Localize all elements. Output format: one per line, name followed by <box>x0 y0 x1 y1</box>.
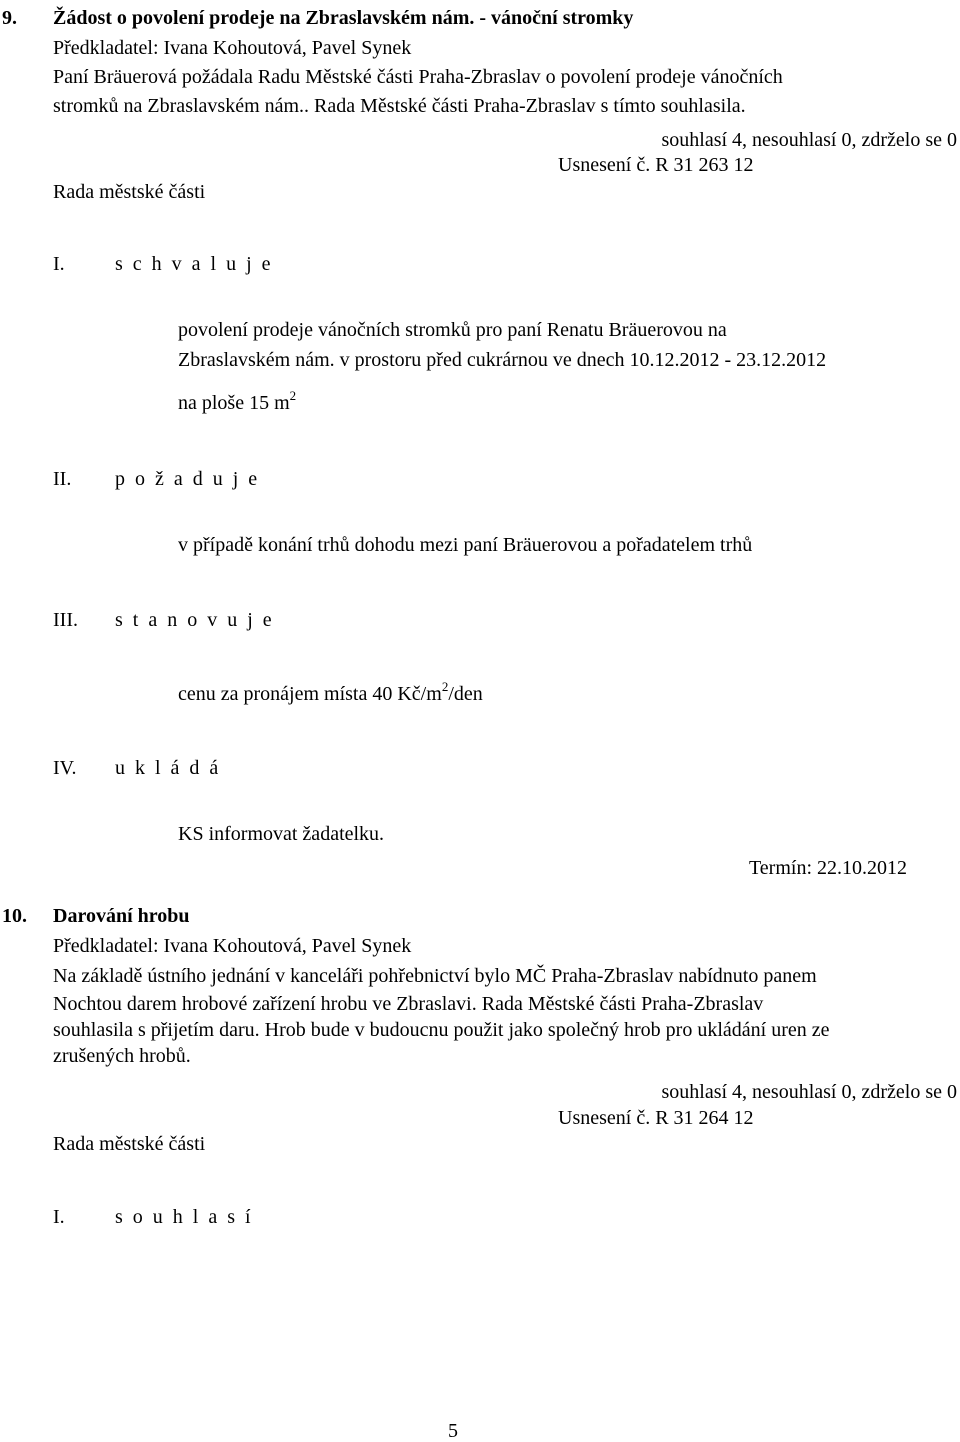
description-line: Na základě ústního jednání v kanceláři pohřebnictví bylo MČ Praha-Zbraslav nabídnuto panem <box>53 965 817 987</box>
deadline: Termín: 22.10.2012 <box>748 857 907 879</box>
section-number: IV. <box>53 757 77 779</box>
resolution-number: Usnesení č. R 31 264 12 <box>558 1107 754 1129</box>
section-number: I. <box>53 253 65 275</box>
description-line: zrušených hrobů. <box>53 1045 191 1067</box>
section-verb: u k l á d á <box>115 757 221 779</box>
item-title: Žádost o povolení prodeje na Zbraslavském nám. - vánoční stromky <box>53 7 634 29</box>
section-verb: s c h v a l u j e <box>115 253 274 275</box>
section-text: cenu za pronájem místa 40 $Kč/m^2$/den <box>178 679 483 705</box>
section-text: Zbraslavském nám. v prostoru před cukrárnou ve dnech 10.12.2012 - 23.12.2012 <box>178 349 827 371</box>
description-line: Nochtou darem hrobové zařízení hrobu ve Zbraslavi. Rada Městské části Praha-Zbraslav <box>53 993 764 1015</box>
section-verb: s t a n o v u j e <box>115 609 275 631</box>
description-line: stromků na Zbraslavském nám.. Rada Městské části Praha-Zbraslav s tímto souhlasila. <box>53 95 746 117</box>
section-number: II. <box>53 468 72 490</box>
section-number: I. <box>53 1206 65 1228</box>
submitters: Předkladatel: Ivana Kohoutová, Pavel Synek <box>53 37 412 59</box>
page-number: 5 <box>448 1420 458 1442</box>
vote-result: souhlasí 4, nesouhlasí 0, zdrželo se 0 <box>661 1081 957 1103</box>
section-verb: s o u h l a s í <box>115 1206 254 1228</box>
vote-result: souhlasí 4, nesouhlasí 0, zdrželo se 0 <box>661 129 957 151</box>
section-number: III. <box>53 609 78 631</box>
section-text: na ploše 15 $m^2$ <box>178 388 297 414</box>
item-number: 10. <box>2 905 27 927</box>
section-text: povolení prodeje vánočních stromků pro paní Renatu Bräuerovou na <box>178 319 727 341</box>
submitters: Předkladatel: Ivana Kohoutová, Pavel Synek <box>53 935 412 957</box>
resolution-number: Usnesení č. R 31 263 12 <box>558 154 754 176</box>
description-line: Paní Bräuerová požádala Radu Městské části Praha-Zbraslav o povolení prodeje vánočních <box>53 66 783 88</box>
section-text: v případě konání trhů dohodu mezi paní Bräuerovou a pořadatelem trhů <box>178 534 753 556</box>
council-label: Rada městské části <box>53 1133 206 1155</box>
council-label: Rada městské části <box>53 181 206 203</box>
item-number: 9. <box>2 7 17 29</box>
description-line: souhlasila s přijetím daru. Hrob bude v budoucnu použit jako společný hrob pro ukládání uren ze <box>53 1019 830 1041</box>
item-title: Darování hrobu <box>53 905 190 927</box>
section-verb: p o ž a d u j e <box>115 468 260 490</box>
section-text: KS informovat žadatelku. <box>178 823 385 845</box>
